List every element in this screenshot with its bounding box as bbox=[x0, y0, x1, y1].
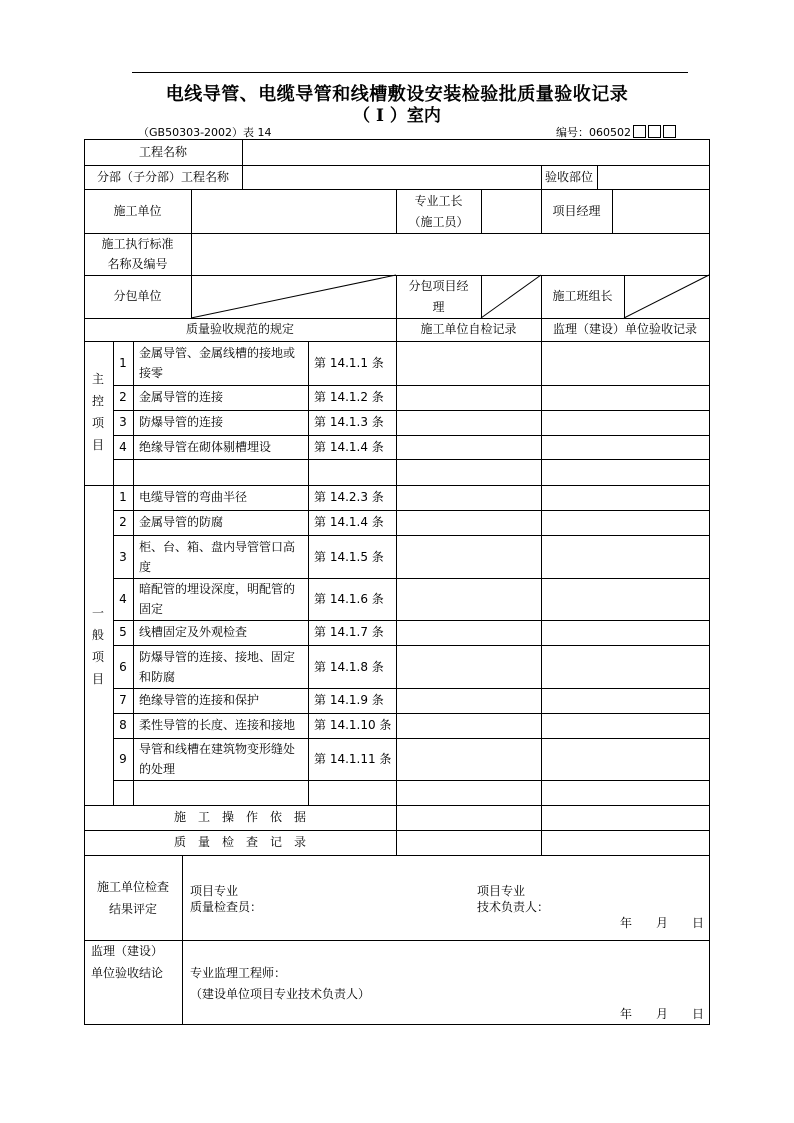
sub-project-label: 分部（子分部）工程名称 bbox=[96, 170, 229, 184]
page-subtitle: （ I ）室内 bbox=[353, 106, 441, 126]
project-name-label: 工程名称 bbox=[138, 145, 187, 159]
group-label-char: 主 bbox=[91, 372, 104, 386]
item-clause: 第 14.1.9 条 bbox=[314, 693, 384, 707]
self-check-column-header: 施工单位自检记录 bbox=[420, 322, 517, 336]
acceptance-part-label: 验收部位 bbox=[544, 170, 593, 184]
item-clause: 第 14.1.10 条 bbox=[314, 718, 392, 732]
foreman-field[interactable] bbox=[482, 190, 541, 233]
acceptance-part-field[interactable] bbox=[598, 166, 709, 189]
conclusion-label-2: 单位验收结论 bbox=[91, 966, 164, 980]
sub-pm-label-2: 理 bbox=[432, 300, 445, 314]
exec-std-label-1: 施工执行标准 bbox=[101, 237, 174, 251]
tech-lead-label-1: 项目专业 bbox=[477, 884, 526, 898]
item-text: 金属导管的防腐 bbox=[139, 515, 224, 529]
item-text: 绝缘导管在砌体剔槽埋设 bbox=[139, 440, 272, 454]
item-clause: 第 14.1.2 条 bbox=[314, 390, 384, 404]
item-number: 4 bbox=[119, 592, 127, 606]
foreman-label-1: 专业工长 bbox=[414, 194, 463, 208]
item-number: 1 bbox=[119, 356, 127, 370]
owner-representative-label: （建设单位项目专业技术负责人） bbox=[190, 987, 371, 1001]
item-number: 1 bbox=[119, 490, 127, 504]
item-number: 3 bbox=[119, 415, 127, 429]
group-label-char: 一 bbox=[91, 606, 104, 620]
foreman-label-2: （施工员） bbox=[408, 215, 469, 229]
item-number: 8 bbox=[119, 718, 127, 732]
item-text: 金属导管的连接 bbox=[139, 390, 224, 404]
supervising-engineer-label: 专业监理工程师： bbox=[190, 966, 287, 980]
group-label-char: 控 bbox=[91, 394, 104, 408]
subcontractor-label: 分包单位 bbox=[113, 289, 162, 303]
item-clause: 第 14.1.6 条 bbox=[314, 592, 384, 606]
item-number: 7 bbox=[119, 693, 127, 707]
item-text: 导管和线槽在建筑物变形缝处的处理 bbox=[139, 742, 296, 776]
item-number: 4 bbox=[119, 440, 127, 454]
item-text: 金属导管、金属线槽的接地或接零 bbox=[139, 346, 296, 380]
item-clause: 第 14.1.4 条 bbox=[314, 515, 384, 529]
item-clause: 第 14.1.5 条 bbox=[314, 550, 384, 564]
group-label-char: 项 bbox=[91, 650, 104, 664]
item-text: 防爆导管的连接、接地、固定和防腐 bbox=[139, 650, 296, 684]
construction-basis-label: 施 工 操 作 依 据 bbox=[173, 810, 306, 824]
item-clause: 第 14.1.7 条 bbox=[314, 625, 384, 639]
item-number: 5 bbox=[119, 625, 127, 639]
sub-project-field[interactable] bbox=[243, 166, 541, 189]
item-text: 电缆导管的弯曲半径 bbox=[139, 490, 248, 504]
project-name-field[interactable] bbox=[243, 140, 709, 165]
item-clause: 第 14.1.1 条 bbox=[314, 356, 384, 370]
general-items-group-label bbox=[86, 602, 110, 690]
eval-signature-area[interactable] bbox=[397, 856, 709, 940]
item-clause: 第 14.1.8 条 bbox=[314, 660, 384, 674]
group-label-char: 目 bbox=[91, 438, 104, 452]
project-manager-field[interactable] bbox=[613, 190, 709, 233]
item-number: 6 bbox=[119, 660, 127, 674]
eval-label-2: 结果评定 bbox=[108, 902, 157, 916]
supervision-column-header: 监理（建设）单位验收记录 bbox=[552, 322, 697, 336]
exec-std-field[interactable] bbox=[192, 234, 709, 275]
team-leader-label: 施工班组长 bbox=[552, 289, 613, 303]
group-label-char: 般 bbox=[91, 628, 104, 642]
conclusion-date: 年 月 日 bbox=[620, 1007, 705, 1021]
spec-column-header: 质量验收规范的规定 bbox=[185, 322, 294, 336]
item-text: 暗配管的埋设深度，明配管的固定 bbox=[139, 582, 296, 616]
item-text: 线槽固定及外观检查 bbox=[139, 625, 248, 639]
item-clause: 第 14.2.3 条 bbox=[314, 490, 384, 504]
construction-unit-field[interactable] bbox=[192, 190, 396, 233]
quality-inspector-label-1: 项目专业 bbox=[190, 884, 239, 898]
page-title: 电线导管、电缆导管和线槽敷设安装检验批质量验收记录 bbox=[165, 84, 629, 105]
exec-std-label-2: 名称及编号 bbox=[107, 257, 168, 271]
conclusion-signature-area[interactable] bbox=[397, 941, 709, 1024]
quality-inspector-label-2: 质量检查员： bbox=[190, 900, 263, 914]
item-clause: 第 14.1.4 条 bbox=[314, 440, 384, 454]
item-clause: 第 14.1.11 条 bbox=[314, 752, 392, 766]
sub-pm-label-1: 分包项目经 bbox=[408, 279, 469, 293]
item-text: 柔性导管的长度、连接和接地 bbox=[139, 718, 296, 732]
main-items-group-label bbox=[86, 368, 110, 456]
construction-unit-label: 施工单位 bbox=[113, 204, 162, 218]
eval-label-1: 施工单位检查 bbox=[96, 880, 169, 894]
item-number: 2 bbox=[119, 390, 127, 404]
project-manager-label: 项目经理 bbox=[552, 204, 601, 218]
form-number-label: 编号：060502 bbox=[556, 126, 631, 139]
group-label-char: 目 bbox=[91, 672, 104, 686]
standard-reference: （GB50303-2002）表 14 bbox=[138, 126, 272, 139]
item-number: 2 bbox=[119, 515, 127, 529]
item-text: 防爆导管的连接 bbox=[139, 415, 224, 429]
item-number: 3 bbox=[119, 550, 127, 564]
eval-date: 年 月 日 bbox=[620, 916, 705, 930]
item-text: 柜、台、箱、盘内导管管口高度 bbox=[139, 540, 296, 574]
conclusion-label-1: 监理（建设） bbox=[91, 944, 164, 958]
item-clause: 第 14.1.3 条 bbox=[314, 415, 384, 429]
item-number: 9 bbox=[119, 752, 127, 766]
quality-record-label: 质 量 检 查 记 录 bbox=[173, 835, 306, 849]
item-text: 绝缘导管的连接和保护 bbox=[139, 693, 260, 707]
group-label-char: 项 bbox=[91, 416, 104, 430]
tech-lead-label-2: 技术负责人： bbox=[477, 900, 550, 914]
